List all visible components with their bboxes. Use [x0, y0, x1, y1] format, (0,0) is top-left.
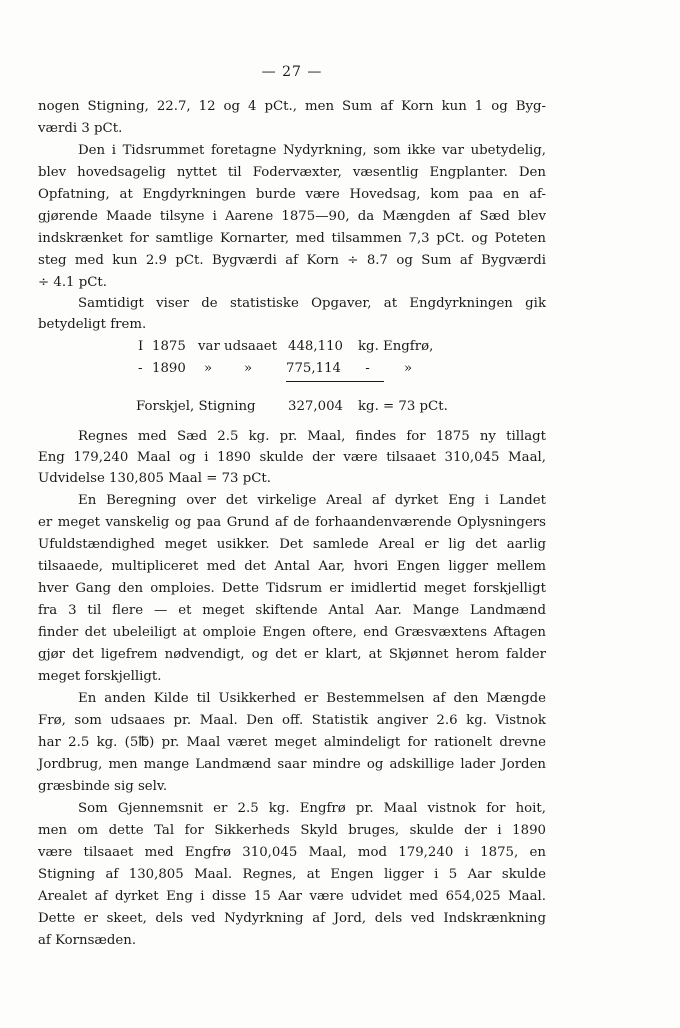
row1-unit: kg. Engfrø, — [358, 339, 434, 354]
text-line: Udvidelse 130,805 Maal = 73 pCt. — [38, 471, 271, 486]
text-line: fra 3 til flere — et meget skiftende Antal Aar. Mange Landmænd — [38, 603, 546, 618]
row2-value: 775,114 — [286, 361, 341, 376]
text-line: Regnes med Sæd 2.5 kg. pr. Maal, findes for 1875 ny tillagt — [78, 429, 546, 444]
text-line: Arealet af dyrket Eng i disse 15 Aar være udvidet med 654,025 Maal. — [38, 889, 546, 904]
page-number: — 27 — — [261, 64, 323, 80]
text-line: Den i Tidsrummet foretagne Nydyrkning, som ikke var ubetydelig, — [78, 143, 546, 158]
text-line: meget forskjelligt. — [38, 669, 162, 684]
text-line: gjør det ligefrem nødvendigt, og det er klart, at Skjønnet herom falder — [38, 647, 546, 662]
text-line: Dette er skeet, dels ved Nydyrkning af Jord, dels ved Indskrænkning — [38, 911, 546, 926]
row2-unit: - — [365, 361, 370, 376]
row2-value-underlined — [286, 358, 384, 382]
text-line: Ufuldstændighed meget usikker. Det samlede Areal er lig det aarlig — [38, 537, 546, 552]
text-line: har 2.5 kg. (5℔) pr. Maal været meget almindeligt for rationelt drevne — [38, 735, 546, 750]
row1-prefix: I — [138, 339, 144, 354]
text-line: Frø, som udsaaes pr. Maal. Den off. Statistik angiver 2.6 kg. Vistnok — [38, 713, 546, 728]
row2-ditto2: » — [244, 361, 253, 376]
text-line: tilsaaede, multipliceret med det Antal Aar, hvori Engen ligger mellem — [38, 559, 546, 574]
row2-ditto3: » — [404, 361, 413, 376]
text-line: En Beregning over det virkelige Areal af dyrket Eng i Landet — [78, 493, 546, 508]
text-line: gjørende Maade tilsyne i Aarene 1875—90, da Mængden af Sæd blev — [38, 209, 546, 224]
text-line: indskrænket for samtlige Kornarter, med tilsammen 7,3 pCt. og Poteten — [38, 231, 546, 246]
text-line: værdi 3 pCt. — [38, 121, 123, 136]
text-line: nogen Stigning, 22.7, 12 og 4 pCt., men Sum af Korn kun 1 og Byg- — [38, 99, 546, 114]
text-line: steg med kun 2.9 pCt. Bygværdi af Korn ÷ 8.7 og Sum af Bygværdi — [38, 253, 546, 268]
text-line: hver Gang den omploies. Dette Tidsrum er imidlertid meget forskjelligt — [38, 581, 546, 596]
text-line: græsbinde sig selv. — [38, 779, 168, 794]
text-line: er meget vanskelig og paa Grund af de forhaandenværende Oplysningers — [38, 515, 546, 530]
row1-text: var udsaaet — [198, 339, 277, 354]
text-line: blev hovedsagelig nyttet til Fodervæxter, væsentlig Engplanter. Den — [38, 165, 546, 180]
text-line: En anden Kilde til Usikkerhed er Bestemmelsen af den Mængde — [78, 691, 546, 706]
text-line: Som Gjennemsnit er 2.5 kg. Engfrø pr. Maal vistnok for hoit, — [78, 801, 546, 816]
text-line: være tilsaaet med Engfrø 310,045 Maal, mod 179,240 i 1875, en — [38, 845, 546, 860]
text-line: Samtidigt viser de statistiske Opgaver, at Engdyrkningen gik — [78, 296, 546, 311]
text-line: Stigning af 130,805 Maal. Regnes, at Engen ligger i 5 Aar skulde — [38, 867, 546, 882]
row2-year: 1890 — [152, 361, 186, 376]
row3-value: 327,004 — [288, 399, 343, 414]
row2-ditto1: » — [204, 361, 213, 376]
row2-prefix: - — [138, 361, 143, 376]
row3-label: Forskjel, Stigning — [136, 399, 256, 414]
text-line: Opfatning, at Engdyrkningen burde være Hovedsag, kom paa en af- — [38, 187, 546, 202]
text-line: finder det ubeleiligt at omploie Engen oftere, end Græsvæxtens Aftagen — [38, 625, 546, 640]
row1-value: 448,110 — [288, 339, 343, 354]
text-line: Eng 179,240 Maal og i 1890 skulde der være tilsaaet 310,045 Maal, — [38, 450, 546, 465]
text-line: af Kornsæden. — [38, 933, 137, 948]
text-line: Jordbrug, men mange Landmænd saar mindre og adskillige lader Jorden — [38, 757, 546, 772]
text-line: ÷ 4.1 pCt. — [38, 275, 107, 290]
text-line: betydeligt frem. — [38, 317, 147, 332]
text-line: men om dette Tal for Sikkerheds Skyld bruges, skulde der i 1890 — [38, 823, 546, 838]
row3-unit: kg. = 73 pCt. — [358, 399, 448, 414]
row1-year: 1875 — [152, 339, 186, 354]
